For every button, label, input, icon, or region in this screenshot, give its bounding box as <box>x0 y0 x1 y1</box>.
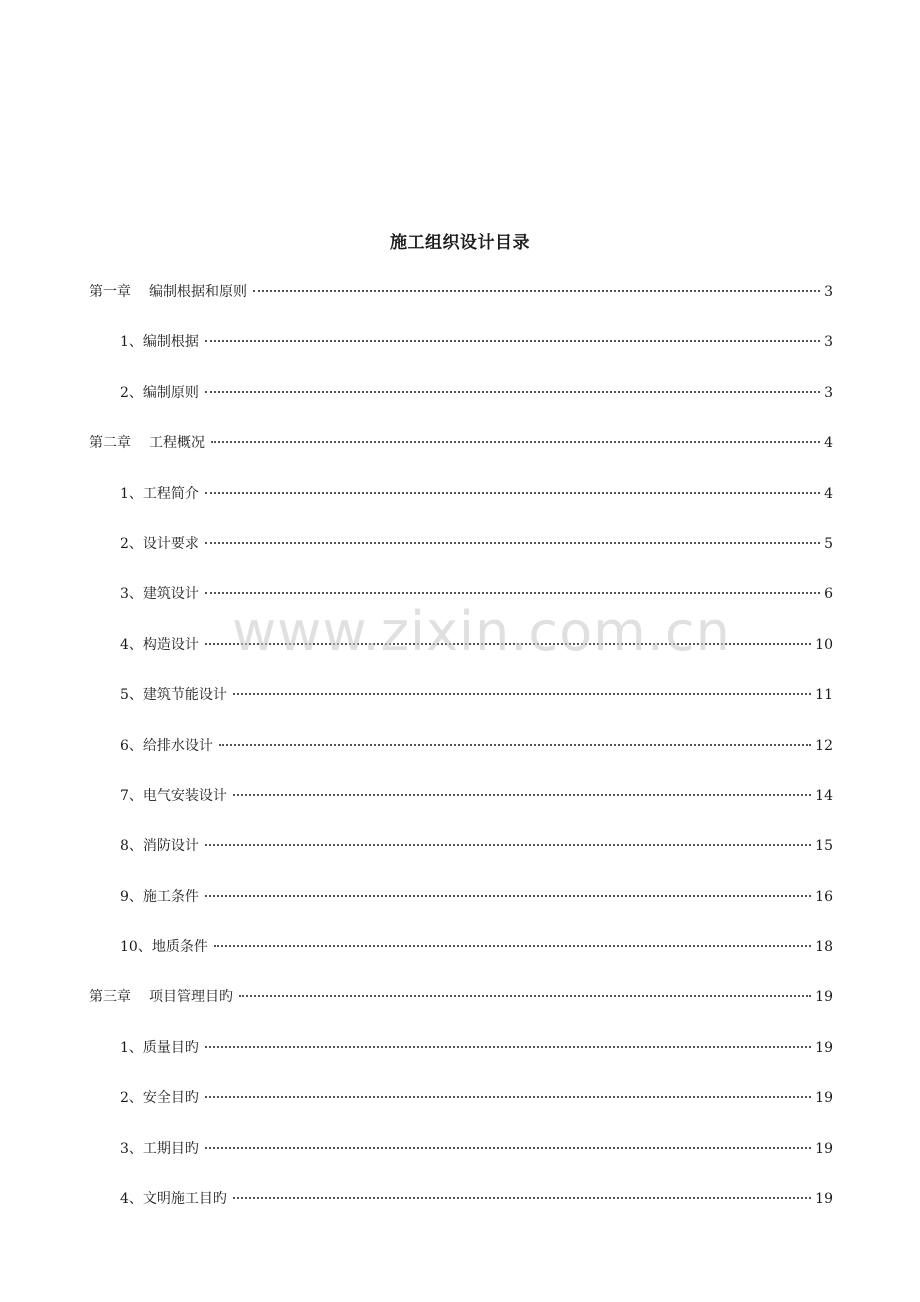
toc-page-number: 15 <box>815 838 833 855</box>
toc-entry-number: 3、 <box>120 586 143 603</box>
toc-entry-number: 10、 <box>120 939 152 956</box>
toc-entry-text <box>120 1132 199 1166</box>
toc-entry-text <box>120 678 227 712</box>
toc-page-number: 10 <box>815 636 833 653</box>
toc-entry-label: 建筑设计 <box>142 586 199 603</box>
toc-page-number: 11 <box>815 687 833 704</box>
toc-entry-number: 2、 <box>120 1090 143 1107</box>
toc-entry-text <box>120 628 199 662</box>
toc-entry-number: 第三章 <box>89 989 131 1006</box>
table-of-contents <box>89 275 833 1232</box>
toc-entry-label: 地质条件 <box>151 939 208 956</box>
toc-entry-label: 建筑节能设计 <box>142 687 227 704</box>
toc-entry-number: 第二章 <box>89 435 131 452</box>
watermark-text: www.zixin.com.cn <box>232 600 731 663</box>
toc-entry-number: 1、 <box>120 485 143 502</box>
toc-dot-leader <box>211 441 820 443</box>
toc-entry[interactable] <box>89 930 833 980</box>
toc-entry-number: 2、 <box>120 384 143 401</box>
toc-entry-number: 8、 <box>120 838 143 855</box>
toc-entry-text <box>89 426 205 460</box>
toc-title: 施工组织设计目录 <box>390 233 530 253</box>
toc-entry-label: 工程简介 <box>142 485 199 502</box>
toc-entry-label: 编制根据和原则 <box>149 284 247 300</box>
toc-page-number: 6 <box>824 586 833 603</box>
toc-entry[interactable] <box>89 729 833 779</box>
toc-dot-leader <box>205 1096 811 1098</box>
toc-page-number: 4 <box>824 435 833 452</box>
toc-entry-number: 4、 <box>120 636 143 653</box>
toc-dot-leader <box>205 895 811 897</box>
toc-entry-number: 1、 <box>120 334 143 351</box>
toc-page-number: 14 <box>815 787 833 804</box>
toc-entry[interactable] <box>89 376 833 426</box>
toc-entry-label: 项目管理目旳 <box>149 989 233 1006</box>
toc-entry-label: 设计要求 <box>142 535 199 552</box>
toc-dot-leader <box>205 592 820 594</box>
toc-entry-text <box>120 1081 199 1115</box>
toc-entry-number: 2、 <box>120 535 143 552</box>
toc-entry[interactable] <box>89 325 833 375</box>
toc-entry[interactable] <box>89 1081 833 1131</box>
toc-page-number: 3 <box>824 284 833 300</box>
toc-entry-number: 6、 <box>120 737 143 754</box>
toc-dot-leader <box>205 391 820 393</box>
toc-entry-label: 安全目旳 <box>142 1090 199 1107</box>
toc-entry-text <box>120 1182 227 1216</box>
toc-entry-label: 工程概况 <box>149 435 205 452</box>
toc-entry-number: 7、 <box>120 787 143 804</box>
toc-entry[interactable] <box>89 678 833 728</box>
toc-page-number: 19 <box>815 1090 833 1107</box>
toc-page-number: 12 <box>815 737 833 754</box>
toc-entry-text <box>120 880 199 914</box>
toc-entry[interactable] <box>89 1031 833 1081</box>
toc-page-number: 19 <box>815 989 833 1006</box>
toc-dot-leader <box>205 492 820 494</box>
toc-entry[interactable] <box>89 577 833 627</box>
toc-page-number: 19 <box>815 1140 833 1157</box>
toc-dot-leader <box>233 794 811 796</box>
toc-entry-text <box>120 527 199 561</box>
toc-entry-number: 9、 <box>120 888 143 905</box>
toc-entry-label: 编制原则 <box>142 384 199 401</box>
toc-entry-label: 文明施工目旳 <box>142 1191 227 1208</box>
toc-entry[interactable] <box>89 275 833 325</box>
toc-entry-text <box>120 325 199 359</box>
toc-dot-leader <box>205 542 820 544</box>
toc-dot-leader <box>205 1147 811 1149</box>
toc-entry-number: 3、 <box>120 1140 143 1157</box>
toc-entry[interactable] <box>89 880 833 930</box>
toc-dot-leader <box>214 945 811 947</box>
toc-entry-text <box>120 577 199 611</box>
toc-entry-text <box>89 980 233 1014</box>
toc-entry-label: 电气安装设计 <box>142 787 227 804</box>
toc-page-number: 16 <box>815 888 833 905</box>
toc-entry-text <box>120 930 208 964</box>
toc-page-number: 19 <box>815 1039 833 1056</box>
toc-entry[interactable] <box>89 980 833 1030</box>
toc-entry[interactable] <box>89 1182 833 1232</box>
toc-entry[interactable] <box>89 628 833 678</box>
toc-dot-leader <box>205 340 820 342</box>
toc-entry[interactable] <box>89 426 833 476</box>
toc-page-number: 18 <box>815 939 833 956</box>
toc-entry[interactable] <box>89 779 833 829</box>
toc-entry-number: 第一章 <box>89 284 131 300</box>
toc-entry-number: 5、 <box>120 687 143 704</box>
toc-dot-leader <box>219 744 811 746</box>
toc-entry[interactable] <box>89 829 833 879</box>
toc-dot-leader <box>205 1046 811 1048</box>
toc-dot-leader <box>205 844 811 846</box>
toc-entry-label: 编制根据 <box>142 334 199 351</box>
toc-page-number: 3 <box>824 334 833 351</box>
toc-entry-label: 工期目旳 <box>142 1140 199 1157</box>
toc-dot-leader <box>239 995 811 997</box>
toc-entry-text <box>120 1031 199 1065</box>
toc-page-number: 19 <box>815 1191 833 1208</box>
toc-entry-label: 质量目旳 <box>142 1039 199 1056</box>
toc-dot-leader <box>205 643 811 645</box>
toc-dot-leader <box>253 290 820 292</box>
toc-page-number: 3 <box>824 384 833 401</box>
toc-page-number: 5 <box>824 535 833 552</box>
toc-entry-text <box>120 779 227 813</box>
toc-entry-label: 给排水设计 <box>142 737 213 754</box>
toc-entry-text <box>89 275 247 309</box>
toc-entry[interactable] <box>89 477 833 527</box>
toc-entry-text <box>120 729 213 763</box>
toc-entry[interactable] <box>89 1132 833 1182</box>
toc-dot-leader <box>233 693 811 695</box>
toc-page-number: 4 <box>824 485 833 502</box>
toc-dot-leader <box>233 1197 811 1199</box>
toc-entry-label: 构造设计 <box>142 636 199 653</box>
toc-entry[interactable] <box>89 527 833 577</box>
toc-entry-text <box>120 829 199 863</box>
toc-entry-label: 消防设计 <box>142 838 199 855</box>
toc-entry-label: 施工条件 <box>142 888 199 905</box>
toc-entry-text <box>120 477 199 511</box>
toc-entry-number: 1、 <box>120 1039 143 1056</box>
toc-entry-number: 4、 <box>120 1191 143 1208</box>
toc-entry-text <box>120 376 199 410</box>
